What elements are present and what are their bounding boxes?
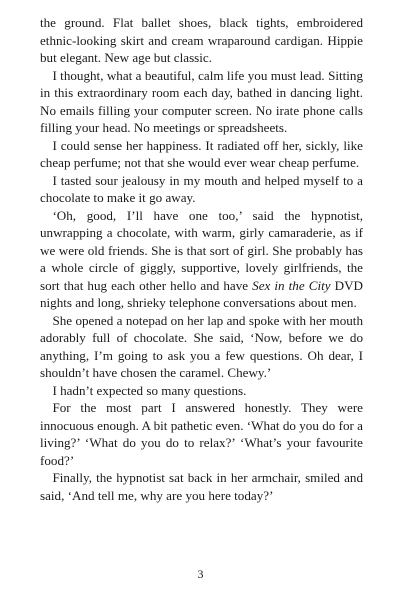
paragraph-3: I could sense her happiness. It radiated off her, sickly, like cheap perfume; not that she would ever wear cheap perfume.	[40, 137, 363, 170]
book-title-italic: Sex in the City	[252, 277, 331, 293]
paragraph-9: Finally, the hypnotist sat back in her armchair, smiled and said, ‘And tell me, why are you here today?’	[40, 470, 363, 503]
paragraph-5-text-before: ‘Oh, good, I’ll have one too,’ said the hypnotist, unwrapping a chocolate, with warm, girly camaraderie, as if we were old friends. She is that sort of girl. She probably has a whole circle of giggly, supportive, lovely girlfriends, the sort that hug each other hello and have	[40, 207, 363, 293]
page-number: 3	[197, 567, 204, 581]
paragraph-5	[40, 207, 363, 312]
paragraph-2: I thought, what a beautiful, calm life you must lead. Sitting in this extraordinary room each day, bathed in dancing light. No emails filling your computer screen. No irate phone calls filling your head. No meetings or spreadsheets.	[40, 67, 363, 135]
paragraph-1: the ground. Flat ballet shoes, black tights, embroidered ethnic-looking skirt and cream wraparound cardigan. Hippie but elegant. New age but classic.	[40, 15, 363, 65]
paragraph-8: For the most part I answered honestly. They were innocuous enough. A bit pathetic even. ‘What do you do for a living?’ ‘What do you do to relax?’ ‘What’s your favourite food?’	[40, 400, 363, 468]
paragraph-4: I tasted sour jealousy in my mouth and helped myself to a chocolate to make it go away.	[40, 172, 363, 205]
body-text	[40, 14, 363, 504]
paragraph-7: I hadn’t expected so many questions.	[52, 382, 247, 398]
paragraph-6: She opened a notepad on her lap and spoke with her mouth adorably full of chocolate. She said, ‘Now, before we do anything, I’m going to ask you a few questions. Oh dear, I shouldn’t have chosen the caramel. Chewy.’	[40, 312, 363, 380]
paragraph-5-text-after: DVD nights and long, shrieky telephone conversations about men.	[40, 277, 363, 310]
